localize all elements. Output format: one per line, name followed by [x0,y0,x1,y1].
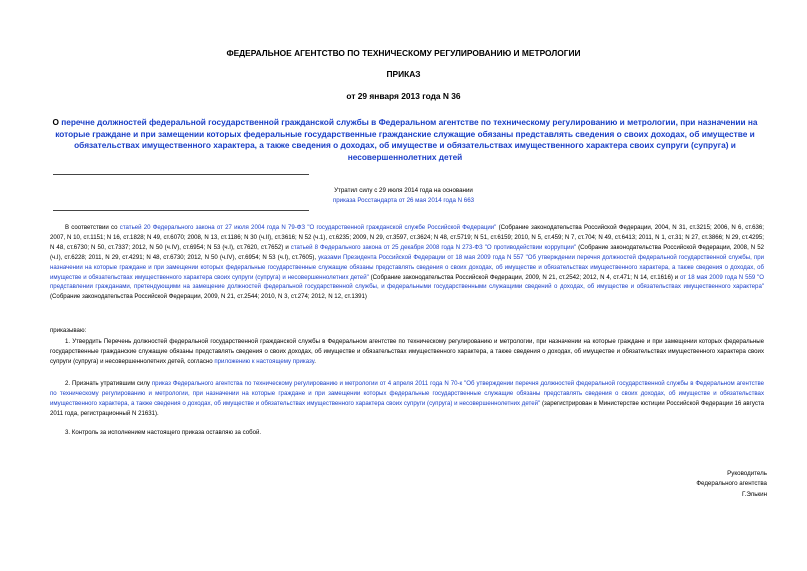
subject-link[interactable]: перечне должностей федеральной государственной гражданской службы в Федеральном агентстве по техническому регулированию и метрологии, при назначении на которые граждане и при замещении которых федеральные государственные гражданские служащие обязаны представлять сведения о своих доходах, об имуществе и обязательствах имущественного характера, а также сведения о доходах, об имуществе и обязательствах имущественного характера своих супруги (супруга) и несовершеннолетних детей [55,117,758,162]
preamble-paragraph [50,223,764,302]
signature-position: Руководитель [727,470,767,477]
status-line: Утратил силу с 29 июля 2014 года на основании [334,187,473,194]
document-type: ПРИКАЗ [386,69,421,79]
document-date: от 29 января 2013 года N 36 [346,91,461,101]
signature-organization: Федерального агентства [696,480,767,488]
preamble-text: (Собрание законодательства Российской Федерации, 2009, N 21, ст.2544; 2010, N 3, ст.274; 2012, N 12, ст.1391) [50,293,367,301]
agency-name: ФЕДЕРАЛЬНОЕ АГЕНТСТВО ПО ТЕХНИЧЕСКОМУ РЕГУЛИРОВАНИЮ И МЕТРОЛОГИИ [226,48,581,58]
decree-559-link[interactable]: от 18 мая 2009 года N 559 "О представлении гражданами, претендующими на замещение должностей федеральной государственной службы, и федеральными государственными служащими сведений о доходах, об имуществе и обязательствах имущественного характера" [50,273,764,291]
item-2-paragraph [50,379,764,419]
divider-bottom [53,210,309,211]
item-1-paragraph [50,337,764,367]
decree-557-link[interactable]: указами Президента Российской Федерации от 18 мая 2009 года N 557 "Об утверждении перечня должностей федеральной государственной службы, при назначении на которые граждане и при замещении которых федеральные государственные служащие обязаны представлять сведения о своих доходах, об имуществе и обязательствах имущественного характера, а также сведения о доходах, об имуществе и обязательствах имущественного характера своих супруги (супруга) и несовершеннолетних детей" [50,253,764,281]
law-273-fz-link[interactable]: статьей 8 Федерального закона от 25 декабря 2008 года N 273-ФЗ "О противодействии коррупции" [290,243,577,251]
appendix-link[interactable]: приложению к настоящему приказу [214,357,315,365]
signature-block [696,469,767,500]
item-1-text: 1. Утвердить Перечень должностей федеральной государственной гражданской службы в Федеральном агентстве по техническому регулированию и метрологии, при назначении на которые граждане и при замещении которых федеральные государственные гражданские служащие обязаны представлять сведения о своих доходах, об имуществе и обязательствах имущественного характера, а также сведения о доходах, об имуществе и обязательствах имущественного характера своих супруги (супруга) и несовершеннолетних детей, согласно [50,338,764,365]
item-1-text: . [314,357,316,365]
item-2-text: (зарегистрирован в Министерстве юстиции Российской Федерации 16 августа 2011 года, регистрационный N 21631). [50,399,764,417]
signature-name: Г.Элькин [742,490,767,498]
preamble-text: (Собрание законодательства Российской Федерации, 2009, N 21, ст.2542; 2012, N 4, ст.471; N 14, ст.1616) и [368,273,680,281]
preamble-text: (Собрание законодательства Российской Федерации, 2004, N 31, ст.3215; 2006, N 6, ст.636; 2007, N 10, ст.1151; N 16, ст.1828; N 49, ст.6070; 2008, N 13, ст.1186; N 30 (ч.II), ст.3616; N 52 (ч.1), ст.6235; 2009, N 29, ст.3597, ст.3624; N 48, ст.5719; N 51, ст.6159; 2010, N 5, ст.459; N 7, ст.704; N 49, ст.6413; 2011, N 1, ст.31; N 27, ст.3866; N 29, ст.4295; N 48, ст.6730; N 50, ст.7337; 2012, N 50 (ч.IV), ст.6954; N 53 (ч.I), ст.7620, ст.7652) и [50,224,764,251]
preamble-text: (Собрание законодательства Российской Федерации, 2008, N 52 (ч.I), ст.6228; 2011, N 29, ст.4291; N 48, ст.6730; 2012, N 50 (ч.IV), ст.6954; N 53 (ч.I), ст.7605), [50,243,764,261]
order-word: приказываю: [50,327,87,334]
law-79-fz-link[interactable]: статьей 20 Федерального закона от 27 июля 2004 года N 79-ФЗ "О государственной гражданской службе Российской Федерации" [119,224,497,231]
order-70k-link[interactable]: приказ Федерального агентства по техническому регулированию и метрологии от 4 апреля 2011 года N 70-к "Об утверждении перечня должностей федеральной государственной службы в Федеральном агентстве по техническому регулированию и метрологии, при назначении на которые граждане и при замещении которых федеральные государственные служащие обязаны представлять сведения о своих доходах, об имуществе и обязательствах имущественного характера, а также сведения о доходах, об имуществе и обязательствах имущественного характера своих супруги (супруга) и несовершеннолетних детей" [50,380,764,407]
subject-prefix: О [52,117,62,127]
divider-top [53,174,309,175]
item-3-paragraph: 3. Контроль за исполнением настоящего приказа оставляю за собой. [65,429,262,436]
preamble-text: В соответствии со [65,224,120,231]
document-subject [50,117,760,163]
item-2-text: 2. Признать утратившим силу [65,380,152,387]
status-link[interactable]: приказа Росстандарта от 26 мая 2014 года N 663 [332,197,475,204]
